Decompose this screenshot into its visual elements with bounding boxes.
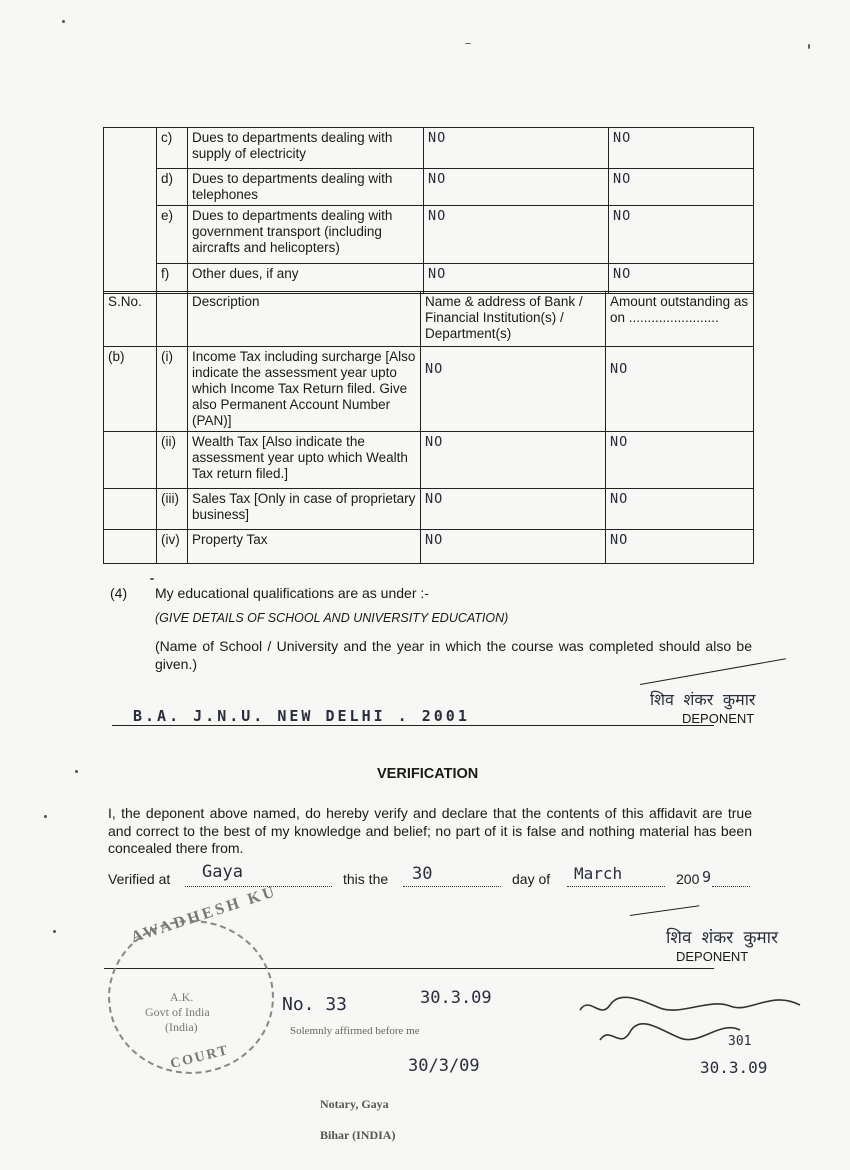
header-blank bbox=[157, 292, 188, 347]
handwritten-answer: NO bbox=[606, 432, 754, 489]
tax-table bbox=[103, 291, 754, 564]
table-row bbox=[104, 264, 754, 294]
speck bbox=[808, 44, 810, 49]
desc-cell: Other dues, if any bbox=[188, 264, 424, 294]
handwritten-answer: NO bbox=[609, 206, 754, 264]
table-row bbox=[104, 347, 754, 432]
speck bbox=[44, 815, 47, 818]
sub-cell: (iii) bbox=[157, 489, 188, 530]
verification-signature: शिव शंकर कुमार bbox=[666, 928, 779, 948]
education-note: (Name of School / University and the year in which the course was completed should also be given.) bbox=[155, 638, 752, 672]
handwritten-answer: NO bbox=[609, 169, 754, 206]
registration-number: 301 bbox=[728, 1034, 752, 1049]
sub-cell: (i) bbox=[157, 347, 188, 432]
handwritten-answer: NO bbox=[421, 432, 606, 489]
verified-at-label: Verified at bbox=[108, 871, 171, 887]
day-of-label: day of bbox=[512, 871, 551, 887]
handwritten-answer: NO bbox=[609, 264, 754, 294]
deponent-signature: शिव शंकर कुमार bbox=[650, 690, 756, 709]
speck bbox=[62, 20, 65, 23]
seal-court-text: COURT bbox=[168, 1042, 231, 1073]
seal-ring-text: AWADHESH KU bbox=[128, 882, 280, 947]
signature-line bbox=[112, 725, 714, 726]
registration-date: 30.3.09 bbox=[700, 1058, 768, 1077]
handwritten-answer: NO bbox=[424, 264, 609, 294]
table-row bbox=[104, 128, 754, 169]
sub-cell: c) bbox=[157, 128, 188, 169]
speck bbox=[53, 930, 56, 933]
education-entry: B.A. J.N.U. NEW DELHI . 2001 bbox=[133, 707, 470, 725]
desc-cell: Dues to departments dealing with supply of electricity bbox=[188, 128, 424, 169]
dues-table bbox=[103, 127, 754, 294]
seal-inner-line: Govt of India bbox=[145, 1005, 210, 1019]
desc-cell: Dues to departments dealing with government transport (including aircrafts and helicopters) bbox=[188, 206, 424, 264]
place-value: Gaya bbox=[202, 862, 243, 882]
sub-cell: d) bbox=[157, 169, 188, 206]
this-the-label: this the bbox=[343, 871, 389, 887]
handwritten-answer: NO bbox=[609, 128, 754, 169]
notary-line: Notary, Gaya bbox=[320, 1097, 389, 1111]
handwritten-answer: NO bbox=[421, 347, 606, 432]
year-prefix: 200 bbox=[676, 871, 700, 887]
handwritten-answer: NO bbox=[606, 489, 754, 530]
header-description: Description bbox=[188, 292, 421, 347]
handwritten-answer: NO bbox=[606, 530, 754, 564]
header-amount: Amount outstanding as on ........................ bbox=[606, 292, 754, 347]
handwritten-answer: NO bbox=[606, 347, 754, 432]
education-heading: My educational qualifications are as under :- bbox=[155, 585, 429, 601]
sub-cell: f) bbox=[157, 264, 188, 294]
verification-title: VERIFICATION bbox=[377, 766, 479, 782]
section-cell: (b) bbox=[104, 347, 157, 432]
verification-body: I, the deponent above named, do hereby verify and declare that the contents of this affidavit are true and correct to the best of my knowledge and belief; no part of it is false and nothing material has been concealed there from. bbox=[108, 805, 752, 856]
state-line: Bihar (INDIA) bbox=[320, 1128, 396, 1142]
desc-cell: Property Tax bbox=[188, 530, 421, 564]
speck bbox=[150, 578, 154, 580]
desc-cell: Wealth Tax [Also indicate the assessment year upto which Wealth Tax return filed.] bbox=[188, 432, 421, 489]
day-value: 30 bbox=[412, 864, 433, 884]
speck bbox=[465, 43, 471, 44]
desc-cell: Income Tax including surcharge [Also indicate the assessment year upto which Income Tax Return filed. Give also Permanent Account Number (PAN)] bbox=[188, 347, 421, 432]
section-number: (4) bbox=[110, 585, 128, 601]
month-value: March bbox=[574, 864, 623, 883]
handwritten-answer: NO bbox=[421, 530, 606, 564]
verification-deponent-label: DEPONENT bbox=[676, 949, 749, 964]
year-field bbox=[712, 870, 750, 887]
solemn-text: Solemnly affirmed before me bbox=[290, 1025, 420, 1037]
seal-inner-line: A.K. bbox=[170, 990, 194, 1004]
table-row bbox=[104, 432, 754, 489]
notary-date: 30.3.09 bbox=[420, 988, 492, 1008]
section-cell bbox=[104, 432, 157, 489]
section-cell bbox=[104, 489, 157, 530]
handwritten-answer: NO bbox=[424, 169, 609, 206]
handwritten-answer: NO bbox=[421, 489, 606, 530]
sub-cell: (ii) bbox=[157, 432, 188, 489]
table-row bbox=[104, 206, 754, 264]
section-cell bbox=[104, 530, 157, 564]
notary-signed-date: 30/3/09 bbox=[408, 1056, 480, 1076]
desc-cell: Dues to departments dealing with telephones bbox=[188, 169, 424, 206]
table-row bbox=[104, 169, 754, 206]
year-suffix: 9 bbox=[702, 868, 712, 886]
deponent-label: DEPONENT bbox=[682, 711, 755, 726]
sub-cell: (iv) bbox=[157, 530, 188, 564]
signature-stroke bbox=[630, 905, 699, 916]
table-header-row bbox=[104, 292, 754, 347]
sno-cell bbox=[104, 128, 157, 294]
header-sno: S.No. bbox=[104, 292, 157, 347]
desc-cell: Sales Tax [Only in case of proprietary business] bbox=[188, 489, 421, 530]
education-instruction: (GIVE DETAILS OF SCHOOL AND UNIVERSITY EDUCATION) bbox=[155, 611, 509, 625]
sub-cell: e) bbox=[157, 206, 188, 264]
handwritten-answer: NO bbox=[424, 206, 609, 264]
table-row bbox=[104, 530, 754, 564]
handwritten-answer: NO bbox=[424, 128, 609, 169]
header-bank: Name & address of Bank / Financial Institution(s) / Department(s) bbox=[421, 292, 606, 347]
table-row bbox=[104, 489, 754, 530]
notary-signature-icon bbox=[570, 970, 810, 1060]
notary-serial: No. 33 bbox=[282, 994, 348, 1015]
seal-inner-line: (India) bbox=[165, 1020, 198, 1034]
speck bbox=[75, 770, 78, 773]
